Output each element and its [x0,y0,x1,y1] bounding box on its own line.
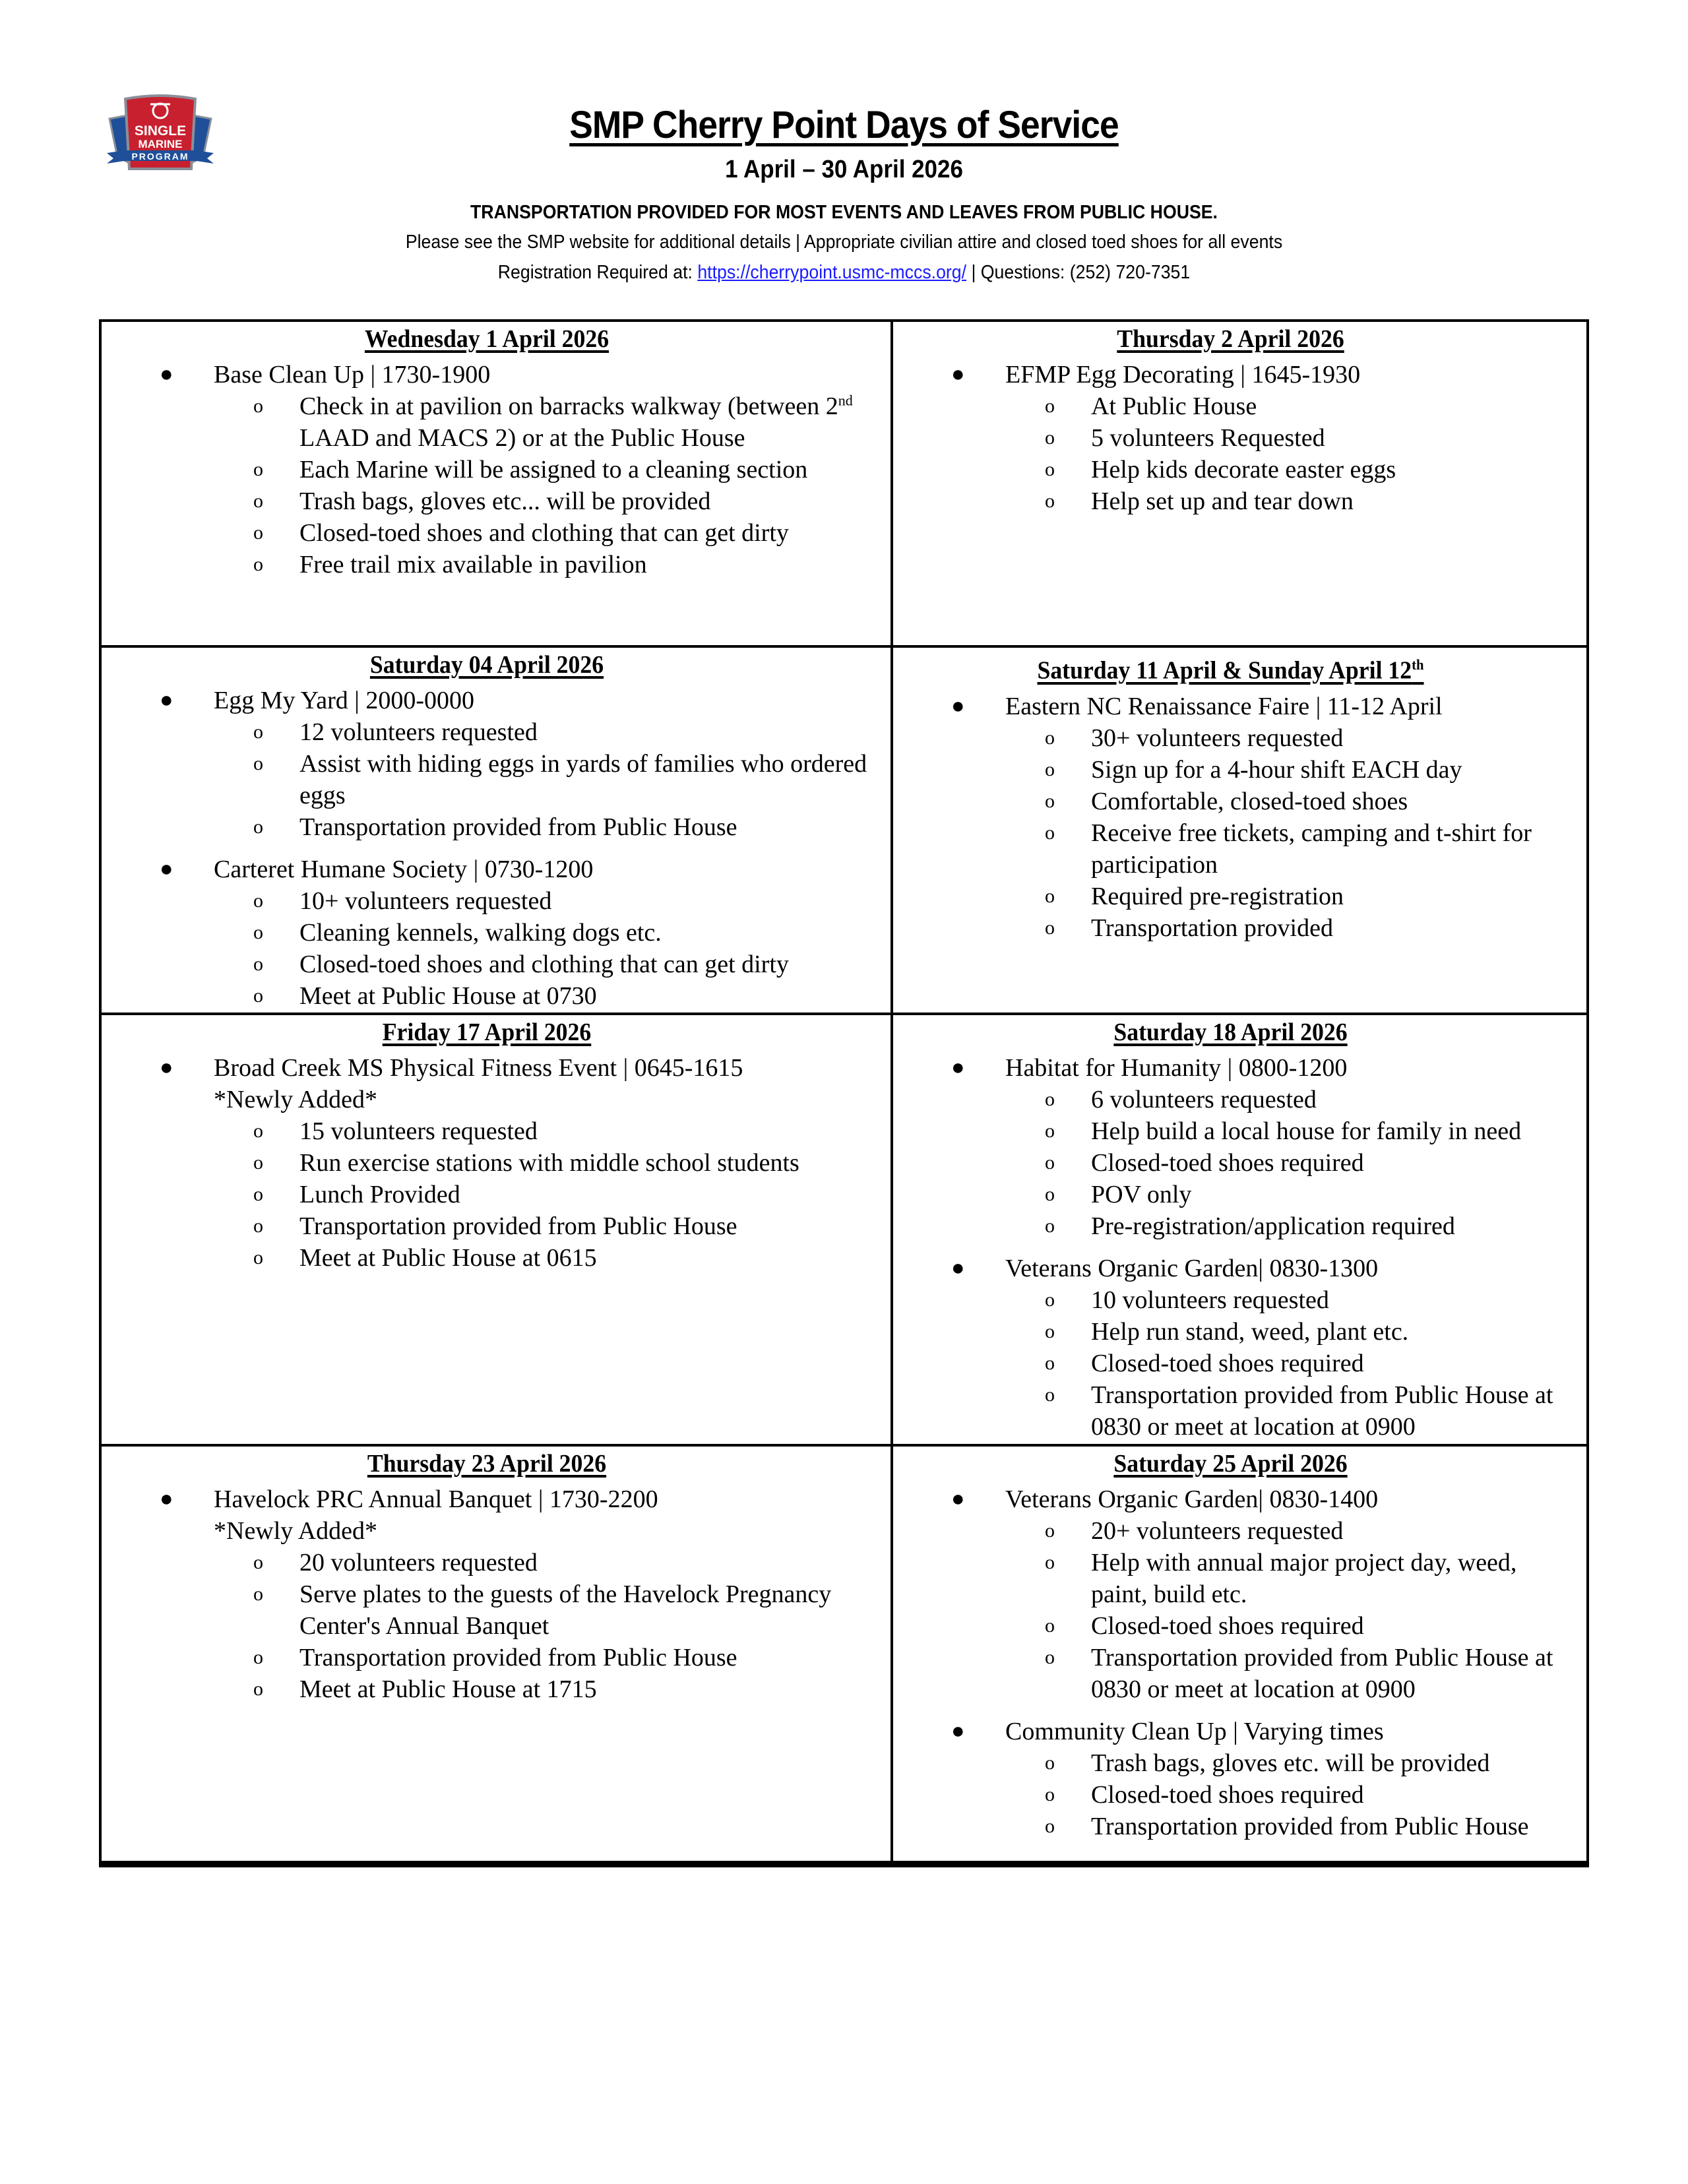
detail-text: Transportation provided from Public House at 0830 or meet at location at 0900 [1091,1644,1553,1703]
event-list [893,691,1568,944]
registration-line [67,257,1620,288]
list-item [201,917,872,949]
hollow-bullet-icon: o [253,553,263,575]
day-heading-text: Saturday 04 April 2026 [369,651,604,679]
hollow-bullet-icon: o [1045,1183,1055,1205]
event-item [893,691,1568,944]
list-item [201,1242,872,1274]
hollow-bullet-icon: o [1045,726,1055,749]
ordinal-suffix: th [1412,656,1424,673]
detail-text: At Public House [1091,392,1257,420]
list-item [201,1642,872,1673]
hollow-bullet-icon: o [253,1551,263,1573]
event-title: Habitat for Humanity | 0800-1200 [1005,1054,1348,1082]
detail-text: Trash bags, gloves etc... will be provided [299,487,711,515]
list-item [992,1348,1568,1379]
detail-text: 5 volunteers Requested [1091,424,1325,452]
list-item [201,1115,872,1147]
hollow-bullet-icon: o [253,985,263,1007]
svg-text:SINGLE: SINGLE [134,123,187,139]
registration-label: Registration Required at: [497,262,698,283]
list-item [992,1747,1568,1779]
list-item [201,716,872,748]
list-item [201,390,872,454]
detail-text: 30+ volunteers requested [1091,724,1344,752]
detail-text: Help run stand, weed, plant etc. [1091,1318,1409,1346]
event-item [102,854,872,1012]
list-item [992,1316,1568,1348]
hollow-bullet-icon: o [1045,395,1055,417]
detail-text: POV only [1091,1181,1192,1208]
event-item [893,359,1568,517]
hollow-bullet-icon: o [1045,1352,1055,1374]
bullet-icon: ● [951,693,965,718]
list-item [992,454,1568,485]
day-cell [892,646,1588,1014]
list-item [992,1610,1568,1642]
event-list [893,359,1568,517]
bullet-icon: ● [160,1055,173,1080]
detail-text: Assist with hiding eggs in yards of families who ordered eggs [299,750,867,809]
hollow-bullet-icon: o [253,1152,263,1173]
list-item [201,980,872,1012]
svg-text:MARINE: MARINE [138,138,183,150]
hollow-bullet-icon: o [1045,790,1055,812]
hollow-bullet-icon: o [253,395,263,417]
event-item [893,1716,1568,1842]
detail-text: Closed-toed shoes required [1091,1350,1364,1377]
event-details-list [201,390,872,580]
detail-text: Cleaning kennels, walking dogs etc. [299,919,662,947]
hollow-bullet-icon: o [1045,458,1055,480]
list-item [201,485,872,517]
hollow-bullet-icon: o [1045,1321,1055,1342]
hollow-bullet-icon: o [253,1678,263,1700]
detail-text: Closed-toed shoes required [1091,1781,1364,1809]
date-range: 1 April – 30 April 2026 [725,156,963,183]
list-item [201,811,872,843]
bullet-icon: ● [951,1055,965,1080]
hollow-bullet-icon: o [1045,1815,1055,1837]
day-heading [914,1016,1548,1048]
list-item [992,422,1568,454]
detail-text: Help set up and tear down [1091,487,1354,515]
list-item [992,817,1568,881]
list-item [201,1578,872,1642]
detail-text: 12 volunteers requested [299,718,538,746]
list-item [201,885,872,917]
list-item [992,1284,1568,1316]
transport-notice: TRANSPORTATION PROVIDED FOR MOST EVENTS AND LEAVES FROM PUBLIC HOUSE. [470,202,1218,223]
hollow-bullet-icon: o [253,816,263,838]
event-details-list [992,1515,1568,1705]
detail-text: Transportation provided from Public House [299,1644,737,1671]
event-list [102,685,872,1012]
list-item [992,1642,1568,1705]
hollow-bullet-icon: o [1045,1615,1055,1637]
detail-text: 15 volunteers requested [299,1117,538,1145]
event-item [893,1483,1568,1705]
list-item [201,949,872,980]
hollow-bullet-icon: o [253,1646,263,1668]
event-title: Egg My Yard | 2000-0000 [214,687,475,714]
list-item [992,1179,1568,1210]
hollow-bullet-icon: o [1045,1784,1055,1805]
day-cell [100,1445,892,1864]
hollow-bullet-icon: o [1045,1551,1055,1573]
detail-text: Required pre-registration [1091,882,1344,910]
detail-text: Comfortable, closed-toed shoes [1091,787,1408,815]
event-title: Eastern NC Renaissance Faire | 11-12 April [1005,692,1443,720]
list-item [201,748,872,811]
document-header [0,99,1688,288]
event-item [102,359,872,580]
detail-text: Receive free tickets, camping and t-shirt for participation [1091,819,1532,879]
detail-text: Trash bags, gloves etc. will be provided [1091,1749,1490,1777]
detail-text: Sign up for a 4-hour shift EACH day [1091,755,1462,784]
event-title: Veterans Organic Garden| 0830-1400 [1005,1485,1379,1513]
detail-text: Lunch Provided [299,1181,460,1208]
questions-phone: | Questions: (252) 720-7351 [966,262,1191,283]
hollow-bullet-icon: o [1045,1088,1055,1110]
list-item [992,390,1568,422]
detail-text: Transportation provided [1091,914,1333,942]
ordinal-suffix: nd [838,392,853,409]
list-item [201,454,872,485]
list-item [992,754,1568,786]
event-title: Havelock PRC Annual Banquet | 1730-2200 [214,1485,658,1513]
detail-text: Transportation provided from Public House [299,1212,737,1240]
list-item [992,1115,1568,1147]
detail-text: 20 volunteers requested [299,1549,538,1576]
hollow-bullet-icon: o [1045,885,1055,907]
event-details-list [992,722,1568,944]
day-heading-text: Saturday 25 April 2026 [1113,1450,1348,1478]
hollow-bullet-icon: o [1045,1384,1055,1406]
day-heading [125,323,849,355]
detail-text: Help with annual major project day, weed, paint, build etc. [1091,1549,1517,1608]
day-heading [914,323,1548,355]
list-item [201,549,872,580]
list-item [992,1779,1568,1811]
event-details-list [201,885,872,1012]
hollow-bullet-icon: o [253,1120,263,1142]
registration-link[interactable]: https://cherrypoint.usmc-mccs.org/ [697,262,967,283]
detail-text: Transportation provided from Public House at 0830 or meet at location at 0900 [1091,1381,1553,1441]
list-item [992,1547,1568,1610]
day-heading-text: Wednesday 1 April 2026 [364,325,610,353]
list-item [992,485,1568,517]
hollow-bullet-icon: o [1045,1152,1055,1173]
event-details-list [992,390,1568,517]
day-heading [125,1016,849,1048]
hollow-bullet-icon: o [253,458,263,480]
hollow-bullet-icon: o [1045,758,1055,780]
detail-text: Run exercise stations with middle school students [299,1149,799,1177]
newly-added-tag: *Newly Added* [214,1086,378,1113]
bullet-icon: ● [160,857,173,881]
day-heading [125,1448,849,1480]
day-cell [100,646,892,1014]
day-cell [100,321,892,646]
bullet-icon: ● [160,1487,173,1511]
event-title: Community Clean Up | Varying times [1005,1718,1384,1745]
detail-text: Transportation provided from Public House [1091,1813,1529,1840]
bullet-icon: ● [160,362,173,387]
event-list [102,1483,872,1705]
detail-text: Serve plates to the guests of the Havelock Pregnancy Center's Annual Banquet [299,1580,832,1640]
event-item [893,1052,1568,1242]
bullet-icon: ● [951,1256,965,1280]
bullet-icon: ● [951,362,965,387]
hollow-bullet-icon: o [1045,1215,1055,1237]
detail-text: Meet at Public House at 0615 [299,1244,597,1272]
day-cell [892,1445,1588,1864]
table-row [100,321,1588,646]
event-details-list [992,1284,1568,1443]
day-heading [914,1448,1548,1480]
detail-text: 10 volunteers requested [1091,1286,1329,1314]
detail-text: Closed-toed shoes required [1091,1149,1364,1177]
hollow-bullet-icon: o [253,753,263,774]
event-title: Broad Creek MS Physical Fitness Event | 0645-1615 [214,1054,743,1082]
detail-text: Help kids decorate easter eggs [1091,456,1396,484]
list-item [992,786,1568,817]
detail-text: Free trail mix available in pavilion [299,551,647,578]
day-cell [892,321,1588,646]
svg-text:PROGRAM: PROGRAM [131,151,189,162]
list-item [201,1147,872,1179]
hollow-bullet-icon: o [1045,490,1055,512]
details-note: Please see the SMP website for additional details | Appropriate civilian attire and closed toed shoes for all events [405,232,1283,253]
hollow-bullet-icon: o [1045,916,1055,939]
day-heading-text: Friday 17 April 2026 [382,1018,592,1046]
schedule-table [99,319,1589,1867]
event-list [102,1052,872,1274]
event-details-list [992,1747,1568,1842]
hollow-bullet-icon: o [253,1215,263,1237]
bullet-icon: ● [951,1487,965,1511]
bullet-icon: ● [160,688,173,712]
hollow-bullet-icon: o [253,721,263,743]
list-item [992,881,1568,912]
detail-text: Closed-toed shoes and clothing that can get dirty [299,519,789,547]
hollow-bullet-icon: o [253,1247,263,1268]
hollow-bullet-icon: o [1045,1646,1055,1668]
table-row [100,1445,1588,1864]
event-list [893,1483,1568,1842]
hollow-bullet-icon: o [253,522,263,544]
day-heading [125,649,849,681]
list-item [201,1210,872,1242]
hollow-bullet-icon: o [1045,1120,1055,1142]
bullet-icon: ● [951,1719,965,1743]
event-details-list [201,716,872,843]
list-item [992,1515,1568,1547]
event-title: Base Clean Up | 1730-1900 [214,361,491,389]
list-item [992,1811,1568,1842]
table-row [100,646,1588,1014]
list-item [201,1673,872,1705]
event-item [102,1483,872,1705]
hollow-bullet-icon: o [1045,427,1055,449]
detail-text: Transportation provided from Public House [299,813,737,841]
day-heading-text: Saturday 11 April & Sunday April 12 [1037,656,1412,685]
detail-text: Help build a local house for family in need [1091,1117,1522,1145]
detail-text: 20+ volunteers requested [1091,1517,1344,1545]
event-details-list [201,1115,872,1274]
list-item [992,722,1568,754]
event-item [102,685,872,843]
hollow-bullet-icon: o [253,953,263,975]
hollow-bullet-icon: o [1045,1752,1055,1774]
list-item [201,1179,872,1210]
list-item [992,1379,1568,1443]
detail-text: Each Marine will be assigned to a cleaning section [299,456,808,484]
hollow-bullet-icon: o [253,1583,263,1605]
hollow-bullet-icon: o [253,1183,263,1205]
list-item [201,517,872,549]
detail-text: Closed-toed shoes and clothing that can get dirty [299,951,789,978]
day-cell [100,1014,892,1445]
list-item [992,1084,1568,1115]
day-heading-text: Thursday 23 April 2026 [367,1450,607,1478]
list-item [992,912,1568,944]
event-item [102,1052,872,1274]
day-heading [914,649,1548,687]
hollow-bullet-icon: o [253,921,263,943]
day-heading-text: Saturday 18 April 2026 [1113,1018,1348,1046]
day-cell [892,1014,1588,1445]
event-item [893,1253,1568,1443]
event-list [893,1052,1568,1443]
detail-text: Check in at pavilion on barracks walkway (between 2nd LAAD and MACS 2) or at the Public House [299,392,853,452]
detail-text: Meet at Public House at 0730 [299,982,597,1010]
hollow-bullet-icon: o [1045,1520,1055,1542]
list-item [992,1210,1568,1242]
detail-text: Pre-registration/application required [1091,1212,1455,1240]
newly-added-tag: *Newly Added* [214,1517,378,1545]
event-details-list [992,1084,1568,1242]
detail-text: 6 volunteers requested [1091,1086,1317,1113]
event-list [102,359,872,580]
detail-text: Meet at Public House at 1715 [299,1675,597,1703]
list-item [201,1547,872,1578]
table-row [100,1014,1588,1445]
hollow-bullet-icon: o [253,890,263,912]
hollow-bullet-icon: o [1045,821,1055,844]
list-item [992,1147,1568,1179]
event-title: Carteret Humane Society | 0730-1200 [214,856,594,883]
page-title: SMP Cherry Point Days of Service [569,104,1119,146]
hollow-bullet-icon: o [1045,1289,1055,1311]
detail-text: Closed-toed shoes required [1091,1612,1364,1640]
day-heading-text: Thursday 2 April 2026 [1117,325,1344,353]
hollow-bullet-icon: o [253,490,263,512]
event-details-list [201,1547,872,1705]
detail-text: 10+ volunteers requested [299,887,552,915]
event-title: EFMP Egg Decorating | 1645-1930 [1005,361,1361,389]
event-title: Veterans Organic Garden| 0830-1300 [1005,1255,1379,1282]
